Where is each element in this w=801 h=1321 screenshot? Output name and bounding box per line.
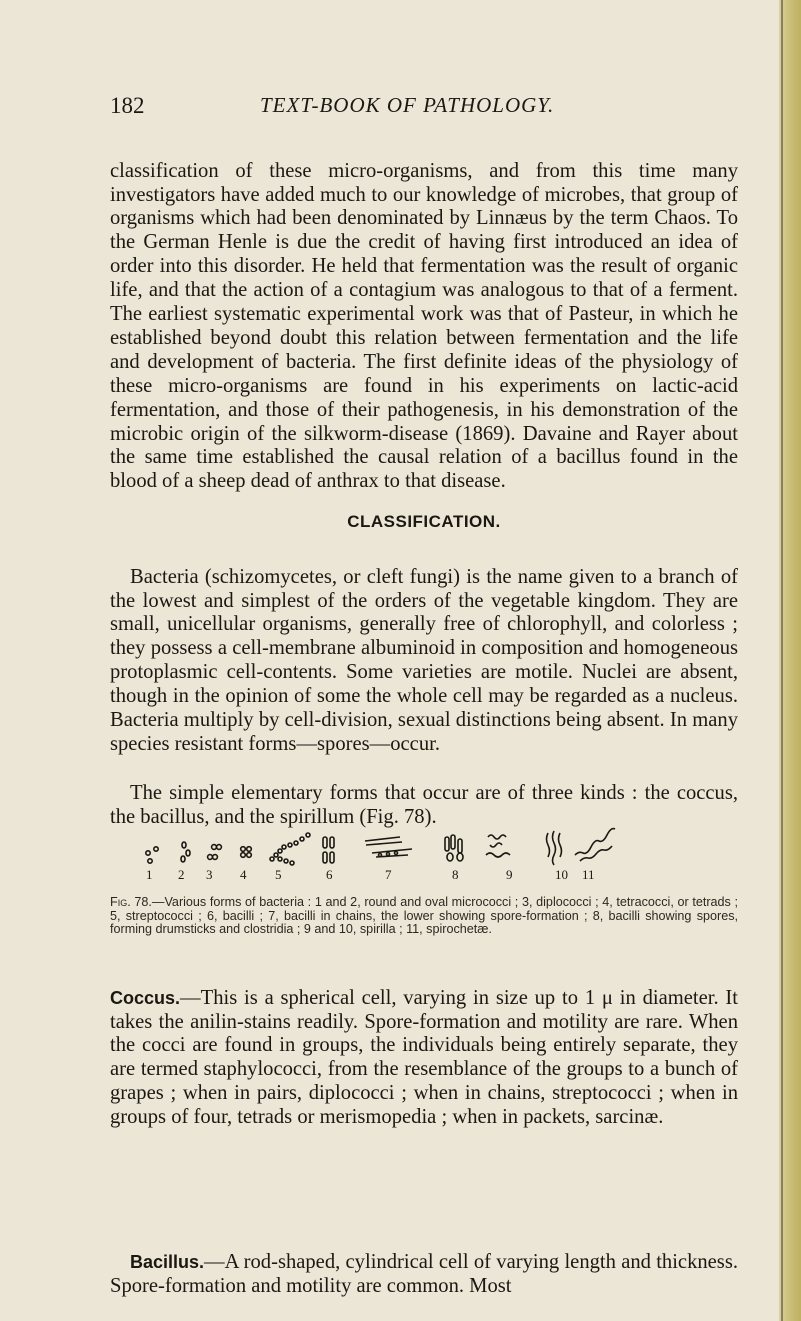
bacilli-drawing	[323, 837, 334, 863]
running-title: TEXT-BOOK OF PATHOLOGY.	[260, 93, 555, 117]
bacillus-text: —A rod-shaped, cylindrical cell of varying length and thickness. Spore-formation and motility are common. Most	[110, 1250, 738, 1297]
figure-number-1: 1	[146, 867, 153, 882]
section-heading: CLASSIFICATION.	[347, 512, 501, 531]
figure-caption	[110, 896, 738, 937]
bacteria-illustration	[140, 815, 740, 875]
micrococci-round-drawing	[146, 847, 158, 863]
paragraph-bacillus	[110, 1251, 738, 1299]
paragraph-elementary-forms: The simple elementary forms that occur are of three kinds : the coccus, the bacillus, and the spirillum (Fig. 78).	[110, 781, 738, 828]
figure-number-11: 11	[582, 867, 595, 882]
drumsticks-drawing	[445, 835, 463, 861]
figure-number-5: 5	[275, 867, 282, 882]
spirilla-drawing	[486, 835, 510, 857]
streptococci-drawing	[270, 833, 310, 865]
figure-number-4: 4	[240, 867, 247, 882]
figure-number-7: 7	[385, 867, 392, 882]
figure-number-8: 8	[452, 867, 459, 882]
figure-number-3: 3	[206, 867, 213, 882]
figure-number-6: 6	[326, 867, 333, 882]
tetrads-drawing	[241, 847, 252, 858]
paragraph-coccus	[110, 987, 738, 1130]
figure-number-10: 10	[555, 867, 568, 882]
bacillus-heading: Bacillus.	[130, 1251, 205, 1272]
coccus-text: —This is a spherical cell, varying in size up to 1 μ in diameter. It takes the anilin-stains readily. Spore-formation and motility are rare. When the cocci are found in groups, the individuals being entirely separate, they are termed staphylococci, from the resemblance of the groups to a bunch of grapes ; when in pairs, diplococci ; when in chains, streptococci ; when in groups of four, tetrads or merismopedia ; when in packets, sarcinæ.	[110, 986, 738, 1129]
figure-number-2: 2	[178, 867, 185, 882]
page-edge-shadow	[779, 0, 801, 1321]
spirilla-large-drawing	[547, 831, 562, 865]
running-header	[110, 93, 725, 123]
spirochetae-drawing	[575, 829, 615, 861]
diplococci-drawing	[208, 845, 222, 860]
figure-caption-text: —Various forms of bacteria : 1 and 2, round and oval micrococci ; 3, diplococci ; 4, tetracocci, or tetrads ; 5, streptococci ; 6, bacilli ; 7, bacilli in chains, the lower showing spore-formation ; 8, bacilli showing spores, forming drumsticks and clostridia ; 9 and 10, spirilla ; 11, spirochetæ.	[110, 895, 739, 937]
figure-bacteria-forms	[140, 815, 740, 895]
figure-caption-label: Fig. 78.	[110, 895, 152, 909]
coccus-heading: Coccus.	[110, 987, 181, 1008]
paragraph-bacteria-definition: Bacteria (schizomycetes, or cleft fungi) is the name given to a branch of the lowest and simplest of the orders of the vegetable kingdom. They are small, unicellular organisms, generally free of chlorophyll, and colorless ; they possess a cell-membrane albuminoid in composition and homogeneous protoplasmic cell-contents. Some varieties are motile. Nuclei are absent, though in the opinion of some the whole cell may be regarded as a nucleus. Bacteria multiply by cell-division, sexual distinctions being absent. In many species resistant forms—spores—occur.	[110, 565, 738, 755]
micrococci-oval-drawing	[181, 842, 190, 862]
paragraph-history: classification of these micro-organisms, and from this time many investigators have added much to our knowledge of microbes, that group of organisms which had been denominated by Linnæus by the term Chaos. To the German Henle is due the credit of having first introduced an idea of order into this disorder. He held that fermentation was the result of organic life, and that the action of a contagium was analogous to that of a ferment. The earliest systematic experimental work was that of Pasteur, in which he established beyond doubt this relation between fermentation and the life and development of bacteria. The first definite ideas of the physiology of these micro-organisms are found in his experiments on lactic-acid fermentation, and those of their pathogenesis, in his demonstration of the microbic origin of the silkworm-disease (1869). Davaine and Rayer about the same time established the causal relation of a bacillus found in the blood of a sheep dead of anthrax to that disease.	[110, 159, 738, 493]
page-number: 182	[110, 93, 145, 118]
figure-number-9: 9	[506, 867, 513, 882]
bacilli-chains-drawing	[365, 837, 412, 857]
